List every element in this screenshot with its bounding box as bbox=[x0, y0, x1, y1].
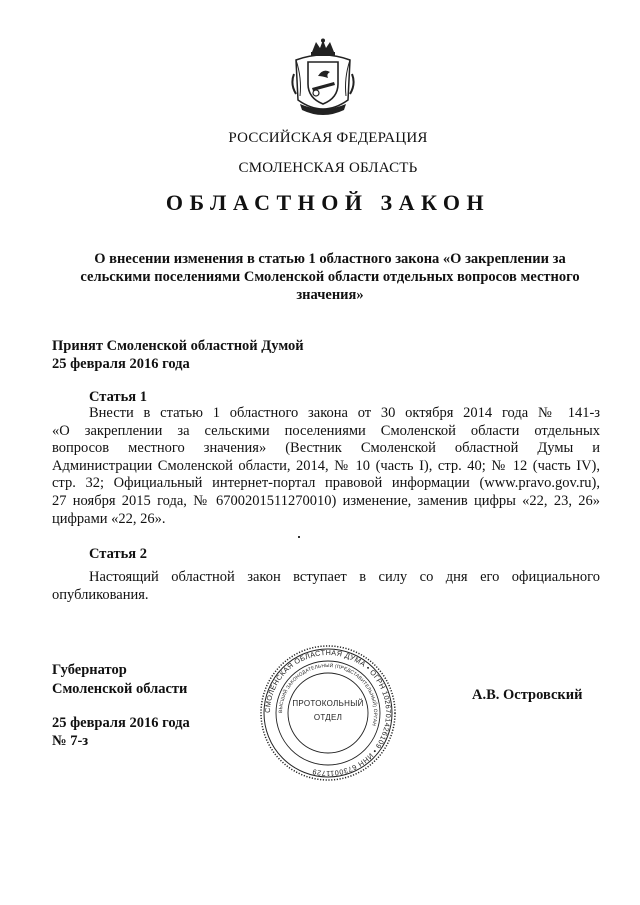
stamp-outer-ring-text: СМОЛЕНСКАЯ ОБЛАСТНАЯ ДУМА • ОГРН 1026701426109 • ИНН 6730011729 bbox=[262, 647, 394, 779]
article-1-line: вопросов местного значения» (Вестник Смоленской областной Думы и bbox=[52, 440, 600, 457]
signer-name: А.В. Островский bbox=[472, 687, 583, 703]
law-title-line: сельскими поселениями Смоленской области отдельных вопросов местного bbox=[80, 269, 580, 285]
article-2-line: Настоящий областной закон вступает в силу со дня его официального bbox=[89, 569, 600, 585]
article-1-line: «О закреплении за сельскими поселениями Смоленской области отдельных bbox=[52, 422, 600, 439]
adoption-body: Принят Смоленской областной Думой bbox=[52, 338, 304, 354]
article-1-body bbox=[52, 405, 600, 528]
region-heading: СМОЛЕНСКАЯ ОБЛАСТЬ bbox=[238, 160, 418, 176]
article-1-line: Администрации Смоленской области, 2014, № 10 (часть I), стр. 40; № 12 (часть IV), bbox=[52, 457, 600, 474]
adoption-note bbox=[52, 337, 304, 373]
law-title-line: О внесении изменения в статью 1 областного закона «О закреплении за bbox=[94, 251, 566, 267]
stamp-center-line: ОТДЕЛ bbox=[313, 713, 343, 722]
governor-region: Смоленской области bbox=[52, 681, 188, 697]
signing-date: 25 февраля 2016 года bbox=[52, 715, 190, 731]
official-stamp bbox=[258, 643, 398, 783]
signing-details bbox=[52, 714, 190, 750]
article-2-body bbox=[52, 569, 600, 604]
coat-of-arms-emblem bbox=[290, 38, 356, 120]
article-1-line: цифрами «22, 26». bbox=[52, 510, 166, 527]
law-title-line: значения» bbox=[296, 287, 364, 303]
article-1-line: Внести в статью 1 областного закона от 30 октября 2014 года № 141-з bbox=[89, 405, 600, 421]
governor-position: Губернатор bbox=[52, 662, 127, 678]
article-1-heading: Статья 1 bbox=[89, 389, 147, 405]
law-title bbox=[60, 250, 600, 304]
stamp-center-line: ПРОТОКОЛЬНЫЙ bbox=[292, 699, 364, 708]
article-1-line: 27 ноября 2015 года, № 6700201511270010) изменение, заменив цифры «22, 23, 26» bbox=[52, 492, 600, 509]
law-number: № 7-з bbox=[52, 733, 89, 749]
document-type-heading: ОБЛАСТНОЙ ЗАКОН bbox=[165, 190, 491, 215]
stray-mark bbox=[298, 536, 300, 538]
governor-title bbox=[52, 661, 187, 699]
article-1-line: стр. 32; Официальный интернет-портал правовой информации (www.pravo.gov.ru), bbox=[52, 475, 600, 492]
article-2-line: опубликования. bbox=[52, 586, 149, 603]
article-2-heading: Статья 2 bbox=[89, 546, 147, 562]
adoption-date: 25 февраля 2016 года bbox=[52, 356, 190, 372]
country-heading: РОССИЙСКАЯ ФЕДЕРАЦИЯ bbox=[228, 130, 428, 146]
stamp-inner-ring-text: ВЫСШИЙ ЗАКОНОДАТЕЛЬНЫЙ (ПРЕДСТАВИТЕЛЬНЫЙ) ОРГАН bbox=[278, 663, 378, 727]
